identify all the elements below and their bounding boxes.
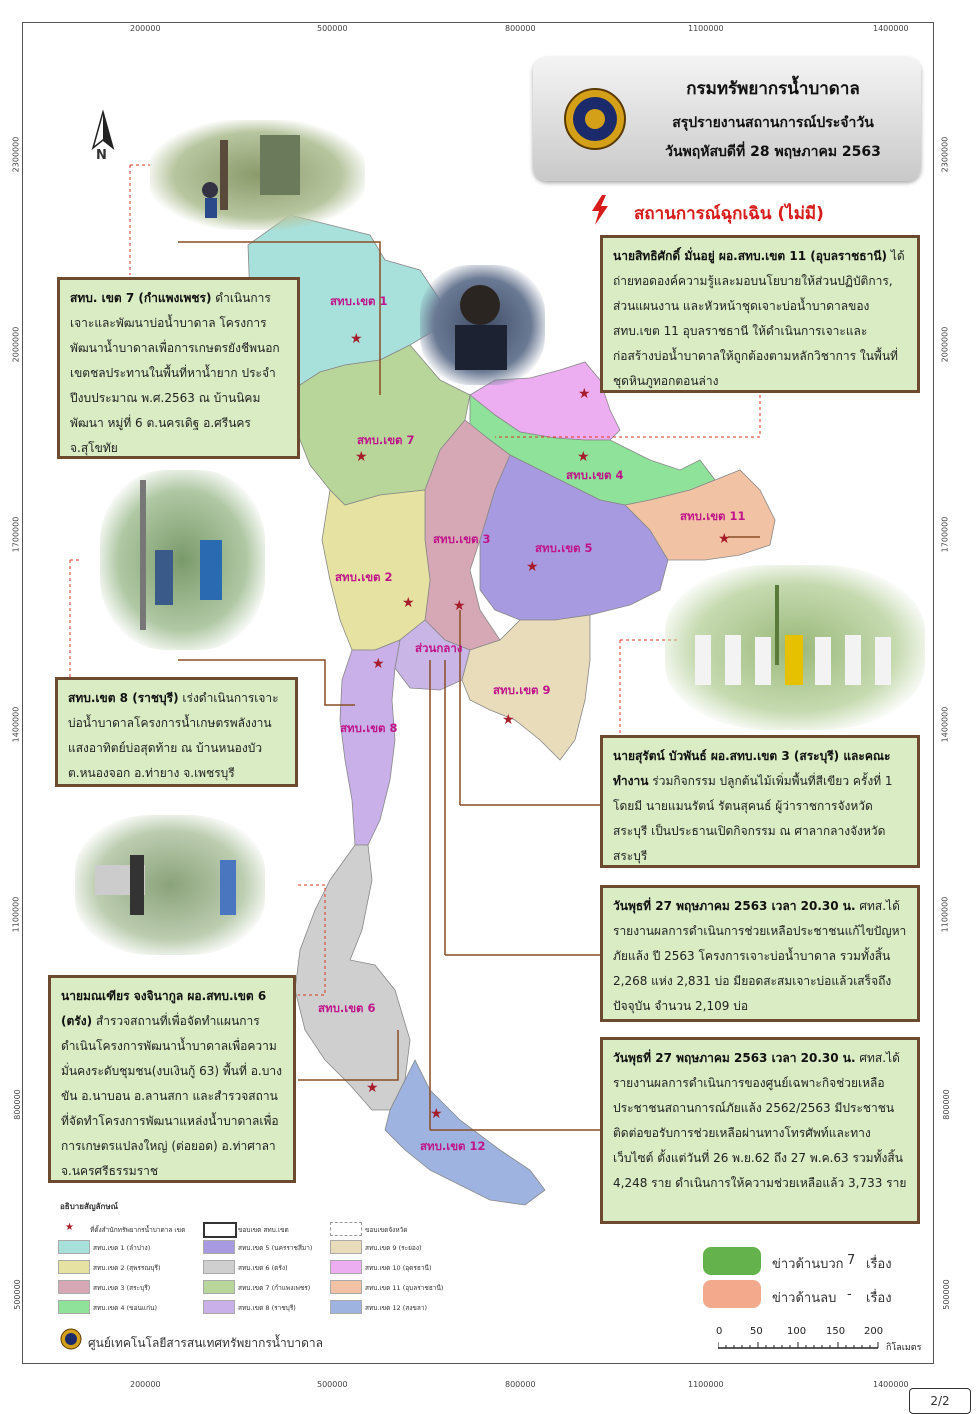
dgr-logo-icon [563,87,627,151]
star-icon: ★ [65,1222,74,1233]
y-tick-left: 1400000 [11,706,21,743]
x-tick-top: 200000 [130,24,161,33]
svg-text:★: ★ [430,1106,443,1122]
svg-text:★: ★ [453,598,466,614]
x-tick-bottom: 1100000 [688,1380,724,1389]
note-heading: นายสิทธิศักดิ์ มั่นอยู่ ผอ.สทบ.เขต 11 (อุบลราชธานี) [613,249,888,263]
note-text: ศทส.ได้รายงานผลการดำเนินการของศูนย์เฉพาะกิจช่วยเหลือประชาชนสถานการณ์ภัยแล้ง 2562/2563 มีประชาชนติดต่อขอรับการช่วยเหลือผ่านทางโทรศัพท์และทางเว็บไซต์ ตั้งแต่วันที่ 26 พ.ย.62 ถึง 27 พ.ค.63 รวมทั้งสิ้น 4,248 ราย ดำเนินการให้ความช่วยเหลือแล้ว 3,733 ราย [613,1051,907,1190]
tree-planting-photo-region3 [665,565,925,730]
region-8-area [340,640,400,845]
north-label: N [96,148,107,163]
legend-swatch [58,1280,90,1294]
note-region8 [55,677,298,787]
legend-swatch [330,1222,362,1236]
scale-tick: 0 [716,1326,723,1337]
legend-label: สทบ.เขต 6 (ตรัง) [238,1264,288,1272]
legend-swatch [203,1222,237,1238]
legend-label: สทบ.เขต 4 (ขอนแก่น) [93,1304,158,1312]
note-region6 [48,975,296,1183]
lightning-icon [590,195,610,225]
survey-photo-region6 [75,815,265,955]
svg-text:★: ★ [578,386,591,402]
y-tick-right: 1400000 [940,706,950,743]
note-drilling-report [600,885,920,1022]
note-helpcenter-report [600,1037,920,1224]
note-heading: วันพุธที่ 27 พฤษภาคม 2563 เวลา 20.30 น. [613,1051,856,1065]
note-text: ร่วมกิจกรรม ปลูกต้นไม้เพิ่มพื้นที่สีเขียว ครั้งที่ 1 โดยมี นายแมนรัตน์ รัตนสุคนธ์ ผู้ว่าราชการจังหวัดสระบุรี เป็นประธานเปิดกิจกรรม ณ ศาลากลางจังหวัดสระบุรี [613,774,893,863]
positive-news-count: 7 [847,1253,856,1268]
note-heading: วันพุธที่ 27 พฤษภาคม 2563 เวลา 20.30 น. [613,899,856,913]
scale-tick: 200 [864,1326,884,1337]
note-heading: สทบ. เขต 7 (กำแพงเพชร) [70,291,212,305]
svg-text:★: ★ [350,331,363,347]
legend-swatch [203,1300,235,1314]
report-header [533,57,921,181]
note-text: ได้ถ่ายทอดองค์ความรู้และมอบนโยบายให้ส่วนปฏิบัติการ, ส่วนแผนงาน และหัวหน้าชุดเจาะบ่อน้ำบาดาลของ สทบ.เขต 11 อุบลราชธานี ให้ดำเนินการเจาะและก่อสร้างบ่อน้ำบาดาลให้ถูกต้องตามหลักวิชาการ ในพื้นที่ชุดหินภูทอกตอนล่าง [613,249,905,388]
legend-label: สทบ.เขต 12 (สงขลา) [365,1304,428,1312]
y-tick-right: 2300000 [940,136,950,173]
region-label: สทบ.เขต 3 [433,532,491,546]
note-heading: นายมณเฑียร จงจินากูล ผอ.สทบ.เขต 6 (ตรัง) [61,989,267,1028]
scale-ruler [718,1340,888,1350]
negative-news-unit: เรื่อง [866,1291,892,1306]
y-tick-left: 2300000 [11,136,21,173]
region-label: สทบ.เขต 9 [493,683,551,697]
y-tick-right: 1100000 [940,896,950,933]
negative-news-swatch [703,1280,761,1308]
region-label: สทบ.เขต 2 [335,570,393,584]
negative-news-count: - [847,1287,852,1302]
legend-swatch [330,1300,362,1314]
positive-news-unit: เรื่อง [866,1257,892,1272]
region-label: สทบ.เขต 12 [420,1139,486,1153]
y-tick-right: 2000000 [940,326,950,363]
x-tick-top: 800000 [505,24,536,33]
page-number: 2/2 [909,1388,971,1414]
y-tick-left: 500000 [12,1279,22,1310]
region-label: สทบ.เขต 6 [318,1001,376,1015]
svg-text:★: ★ [502,712,515,728]
svg-text:★: ★ [577,449,590,465]
report-title: สรุปรายงานสถานการณ์ประจำวัน [672,115,874,131]
legend-label: ขอบเขต สทบ.เขต [238,1226,289,1234]
scale-tick: 50 [750,1326,763,1337]
svg-text:★: ★ [718,531,731,547]
legend-label: สทบ.เขต 3 (สระบุรี) [93,1284,151,1292]
note-text: เร่งดำเนินการเจาะบ่อน้ำบาดาลโครงการน้ำเกษตรพลังงานแสงอาทิตย์บ่อสุดท้าย ณ บ้านหนองบัว ต.หนองจอก อ.ท่ายาง จ.เพชรบุรี [68,691,279,780]
svg-text:★: ★ [366,1080,379,1096]
x-tick-bottom: 200000 [130,1380,161,1389]
svg-text:★: ★ [526,559,539,575]
note-heading: นายสุรัตน์ บัวพันธ์ ผอ.สทบ.เขต 3 (สระบุรี) และคณะทำงาน [613,749,891,788]
note-region3 [600,735,920,868]
note-region11 [600,235,920,393]
legend-swatch [330,1280,362,1294]
legend-label: สทบ.เขต 7 (กำแพงเพชร) [238,1284,311,1292]
scale-unit: กิโลเมตร [886,1343,922,1353]
note-region7 [57,277,300,459]
agency-title: กรมทรัพยากรน้ำบาดาล [686,79,860,99]
legend-label: สทบ.เขต 5 (นครราชสีมา) [238,1244,313,1252]
legend-label: สทบ.เขต 11 (อุบลราชธานี) [365,1284,444,1292]
legend-label: สทบ.เขต 10 (อุดรธานี) [365,1264,432,1272]
x-tick-top: 1400000 [873,24,909,33]
legend-label: ขอบเขตจังหวัด [365,1226,408,1234]
note-heading: สทบ.เขต 8 (ราชบุรี) [68,691,179,705]
legend-swatch [330,1260,362,1274]
report-date: วันพฤหัสบดีที่ 28 พฤษภาคม 2563 [665,144,881,160]
north-arrow [88,110,118,169]
dgr-logo-small-icon [60,1328,82,1350]
region-12-area [385,1060,545,1205]
drilling-photo-region7 [150,120,365,230]
positive-news-swatch [703,1247,761,1275]
svg-text:★: ★ [372,656,385,672]
region-label: สทบ.เขต 4 [566,468,624,482]
y-tick-right: 500000 [941,1279,951,1310]
x-tick-top: 1100000 [688,24,724,33]
region-label: สทบ.เขต 7 [357,433,415,447]
note-text: ศทส.ได้รายงานผลการดำเนินการช่วยเหลือประชาชนแก้ไขปัญหาภัยแล้ง ปี 2563 โครงการเจาะบ่อน้ำบาดาล รวมทั้งสิ้น 2,268 แห่ง 2,831 บ่อ มียอดสะสมเจาะบ่อแล้วเสร็จถึงปัจจุบัน จำนวน 2,109 บ่อ [613,899,907,1013]
note-text: ดำเนินการเจาะและพัฒนาบ่อน้ำบาดาล โครงการพัฒนาน้ำบาดาลเพื่อการเกษตรยังชีพนอกเขตชลประทานในพื้นที่หาน้ำยาก ประจำปีงบประมาณ พ.ศ.2563 ณ บ้านนิคมพัฒนา หมู่ที่ 6 ต.นครเดิฐ อ.ศรีนคร จ.สุโขทัย [70,291,280,455]
note-text: สำรวจสถานที่เพื่อจัดทำแผนการดำเนินโครงการพัฒนาน้ำบาดาลเพื่อความมั่นคงระดับชุมชน(งบเงินกู้ 63) พื้นที่ อ.บางขัน อ.นาบอน อ.ลานสกา และสำรวจสถานที่จัดทำโครงการพัฒนาแหล่งน้ำบาดาลเพื่อการเกษตรแปลงใหญ่ (ต่อยอด) อ.ท่าศาลา จ.นครศรีธรรมราช [61,1014,282,1178]
drilling-photo-region8 [100,470,265,650]
legend-swatch [58,1240,90,1254]
legend-swatch [330,1240,362,1254]
x-tick-bottom: 800000 [505,1380,536,1389]
x-tick-bottom: 500000 [317,1380,348,1389]
meeting-photo-region11 [420,265,545,385]
region-label: สทบ.เขต 8 [340,721,398,735]
svg-text:★: ★ [355,449,368,465]
legend-swatch [58,1300,90,1314]
region-label: สทบ.เขต 1 [330,294,388,308]
y-tick-right: 800000 [941,1089,951,1120]
legend-label: สทบ.เขต 8 (ราชบุรี) [238,1304,296,1312]
x-tick-bottom: 1400000 [873,1380,909,1389]
region-label: ส่วนกลาง [415,641,463,655]
legend-label: สทบ.เขต 9 (ระยอง) [365,1244,422,1252]
scale-tick: 150 [826,1326,846,1337]
negative-news-label: ข่าวด้านลบ [772,1291,837,1306]
scale-tick: 100 [787,1326,807,1337]
positive-news-label: ข่าวด้านบวก [772,1257,844,1272]
footer-organization: ศูนย์เทคโนโลยีสารสนเทศทรัพยากรน้ำบาดาล [88,1336,323,1350]
legend-swatch [203,1260,235,1274]
y-tick-left: 800000 [12,1089,22,1120]
region-label: สทบ.เขต 5 [535,541,593,555]
x-tick-top: 500000 [317,24,348,33]
y-tick-left: 1700000 [11,516,21,553]
legend-title: อธิบายสัญลักษณ์ [60,1202,119,1211]
y-tick-right: 1700000 [940,516,950,553]
legend-label: ที่ตั้งสำนักทรัพยากรน้ำบาดาล เขต [90,1226,186,1234]
legend-swatch [203,1240,235,1254]
emergency-status: สถานการณ์ฉุกเฉิน (ไม่มี) [634,204,824,224]
y-tick-left: 1100000 [11,896,21,933]
y-tick-left: 2000000 [11,326,21,363]
region-label: สทบ.เขต 11 [680,509,746,523]
legend-swatch [203,1280,235,1294]
legend-label: สทบ.เขต 2 (สุพรรณบุรี) [93,1264,161,1272]
svg-text:★: ★ [402,595,415,611]
legend-label: สทบ.เขต 1 (ลำปาง) [93,1244,151,1252]
legend-swatch [58,1260,90,1274]
